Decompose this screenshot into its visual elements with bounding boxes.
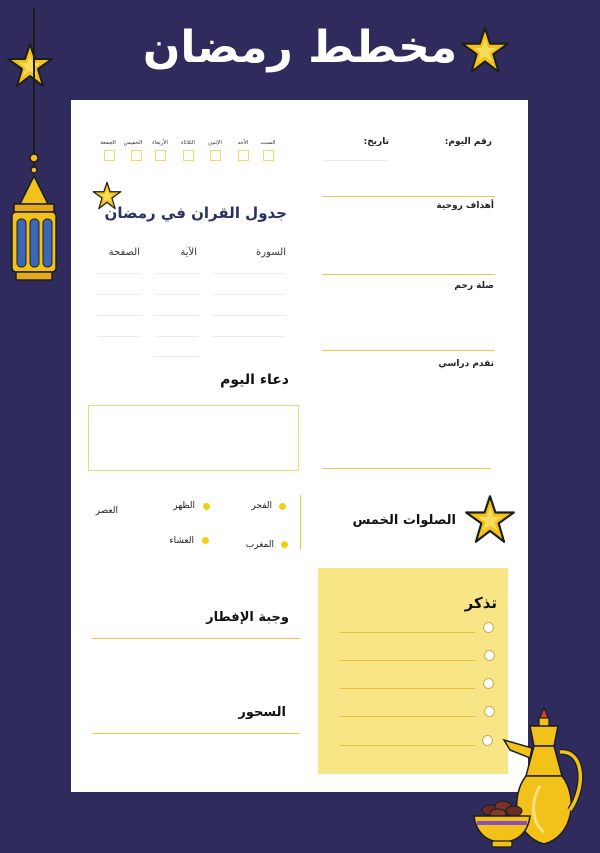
weekday-checkbox[interactable] <box>155 150 166 161</box>
suhoor-line <box>92 733 300 734</box>
prayer-asr: العصر <box>95 506 118 516</box>
reminder-line[interactable] <box>340 688 475 689</box>
reminder-line[interactable] <box>340 660 475 661</box>
reminder-checkbox[interactable] <box>483 678 494 689</box>
iftar-title: وجبة الإفطار <box>206 610 289 625</box>
date-line <box>322 160 388 161</box>
prayers-divider <box>300 495 301 550</box>
column-page: الصفحة <box>108 247 140 258</box>
dua-title: دعاء اليوم <box>220 372 289 388</box>
weekday-checkbox[interactable] <box>263 150 274 161</box>
table-row-line <box>212 315 286 316</box>
table-row-line <box>155 336 199 337</box>
reminder-line[interactable] <box>340 745 475 746</box>
family-ties-label: صلة رحم <box>454 281 494 291</box>
reminder-line[interactable] <box>340 632 475 633</box>
table-row-line <box>155 315 199 316</box>
weekday-label: الثلاثاء <box>181 140 195 146</box>
table-row-line <box>97 336 141 337</box>
column-surah: السورة <box>256 247 286 258</box>
weekday-checkbox[interactable] <box>183 150 194 161</box>
iftar-line <box>92 638 300 639</box>
table-row-line <box>97 294 141 295</box>
reminder-line[interactable] <box>340 716 475 717</box>
star-icon <box>464 494 516 544</box>
section-divider <box>322 350 495 351</box>
header-divider <box>322 196 495 197</box>
table-row-line <box>212 294 286 295</box>
prayer-fajr: الفجر <box>251 501 272 511</box>
prayer-checkbox[interactable] <box>203 503 210 510</box>
table-row-line <box>155 273 199 274</box>
reminder-title: تذكر <box>464 594 497 612</box>
date-label: تاريخ: <box>363 137 389 147</box>
weekday-label: الأحد <box>237 140 249 146</box>
prayer-checkbox[interactable] <box>279 503 286 510</box>
table-row-line <box>155 294 199 295</box>
table-row-line <box>212 273 286 274</box>
study-progress-label: تقدم دراسي <box>438 359 494 369</box>
section-divider <box>322 468 491 469</box>
table-row-line <box>212 336 286 337</box>
table-row-line <box>155 356 199 357</box>
weekday-label: الإثنين <box>208 140 222 146</box>
lantern-icon <box>8 8 60 284</box>
dates-bowl-icon <box>470 796 534 850</box>
dua-input-box[interactable] <box>88 405 299 471</box>
weekday-checkbox[interactable] <box>131 150 142 161</box>
weekday-checkbox[interactable] <box>210 150 221 161</box>
prayer-dhuhr: الظهر <box>173 501 195 511</box>
prayers-title: الصلوات الخمس <box>352 513 456 528</box>
reminder-checkbox[interactable] <box>482 735 493 746</box>
table-row-line <box>97 315 141 316</box>
weekday-label: الخميس <box>123 140 143 146</box>
table-row-line <box>97 273 141 274</box>
star-icon <box>460 26 510 74</box>
weekday-label: السبت <box>260 140 276 146</box>
reminder-checkbox[interactable] <box>484 706 495 717</box>
weekday-label: الجمعة <box>100 140 116 146</box>
weekday-label: الأربعاء <box>152 140 168 146</box>
weekday-checkbox[interactable] <box>104 150 115 161</box>
day-number-label: رقم اليوم: <box>444 137 492 147</box>
section-divider <box>322 274 495 275</box>
suhoor-title: السحور <box>238 705 286 720</box>
prayer-checkbox[interactable] <box>281 541 288 548</box>
column-ayah: الآية <box>180 247 197 258</box>
weekday-checkbox[interactable] <box>238 150 249 161</box>
prayer-checkbox[interactable] <box>202 537 209 544</box>
page-title: مخطط رمضان <box>142 22 458 73</box>
quran-table-title: جدول القران في رمضان <box>104 204 287 222</box>
spiritual-goals-label: أهداف روحية <box>436 201 494 211</box>
reminder-checkbox[interactable] <box>484 650 495 661</box>
prayer-maghrib: المغرب <box>245 540 274 550</box>
prayer-isha: العشاء <box>169 536 194 546</box>
reminder-checkbox[interactable] <box>483 622 494 633</box>
